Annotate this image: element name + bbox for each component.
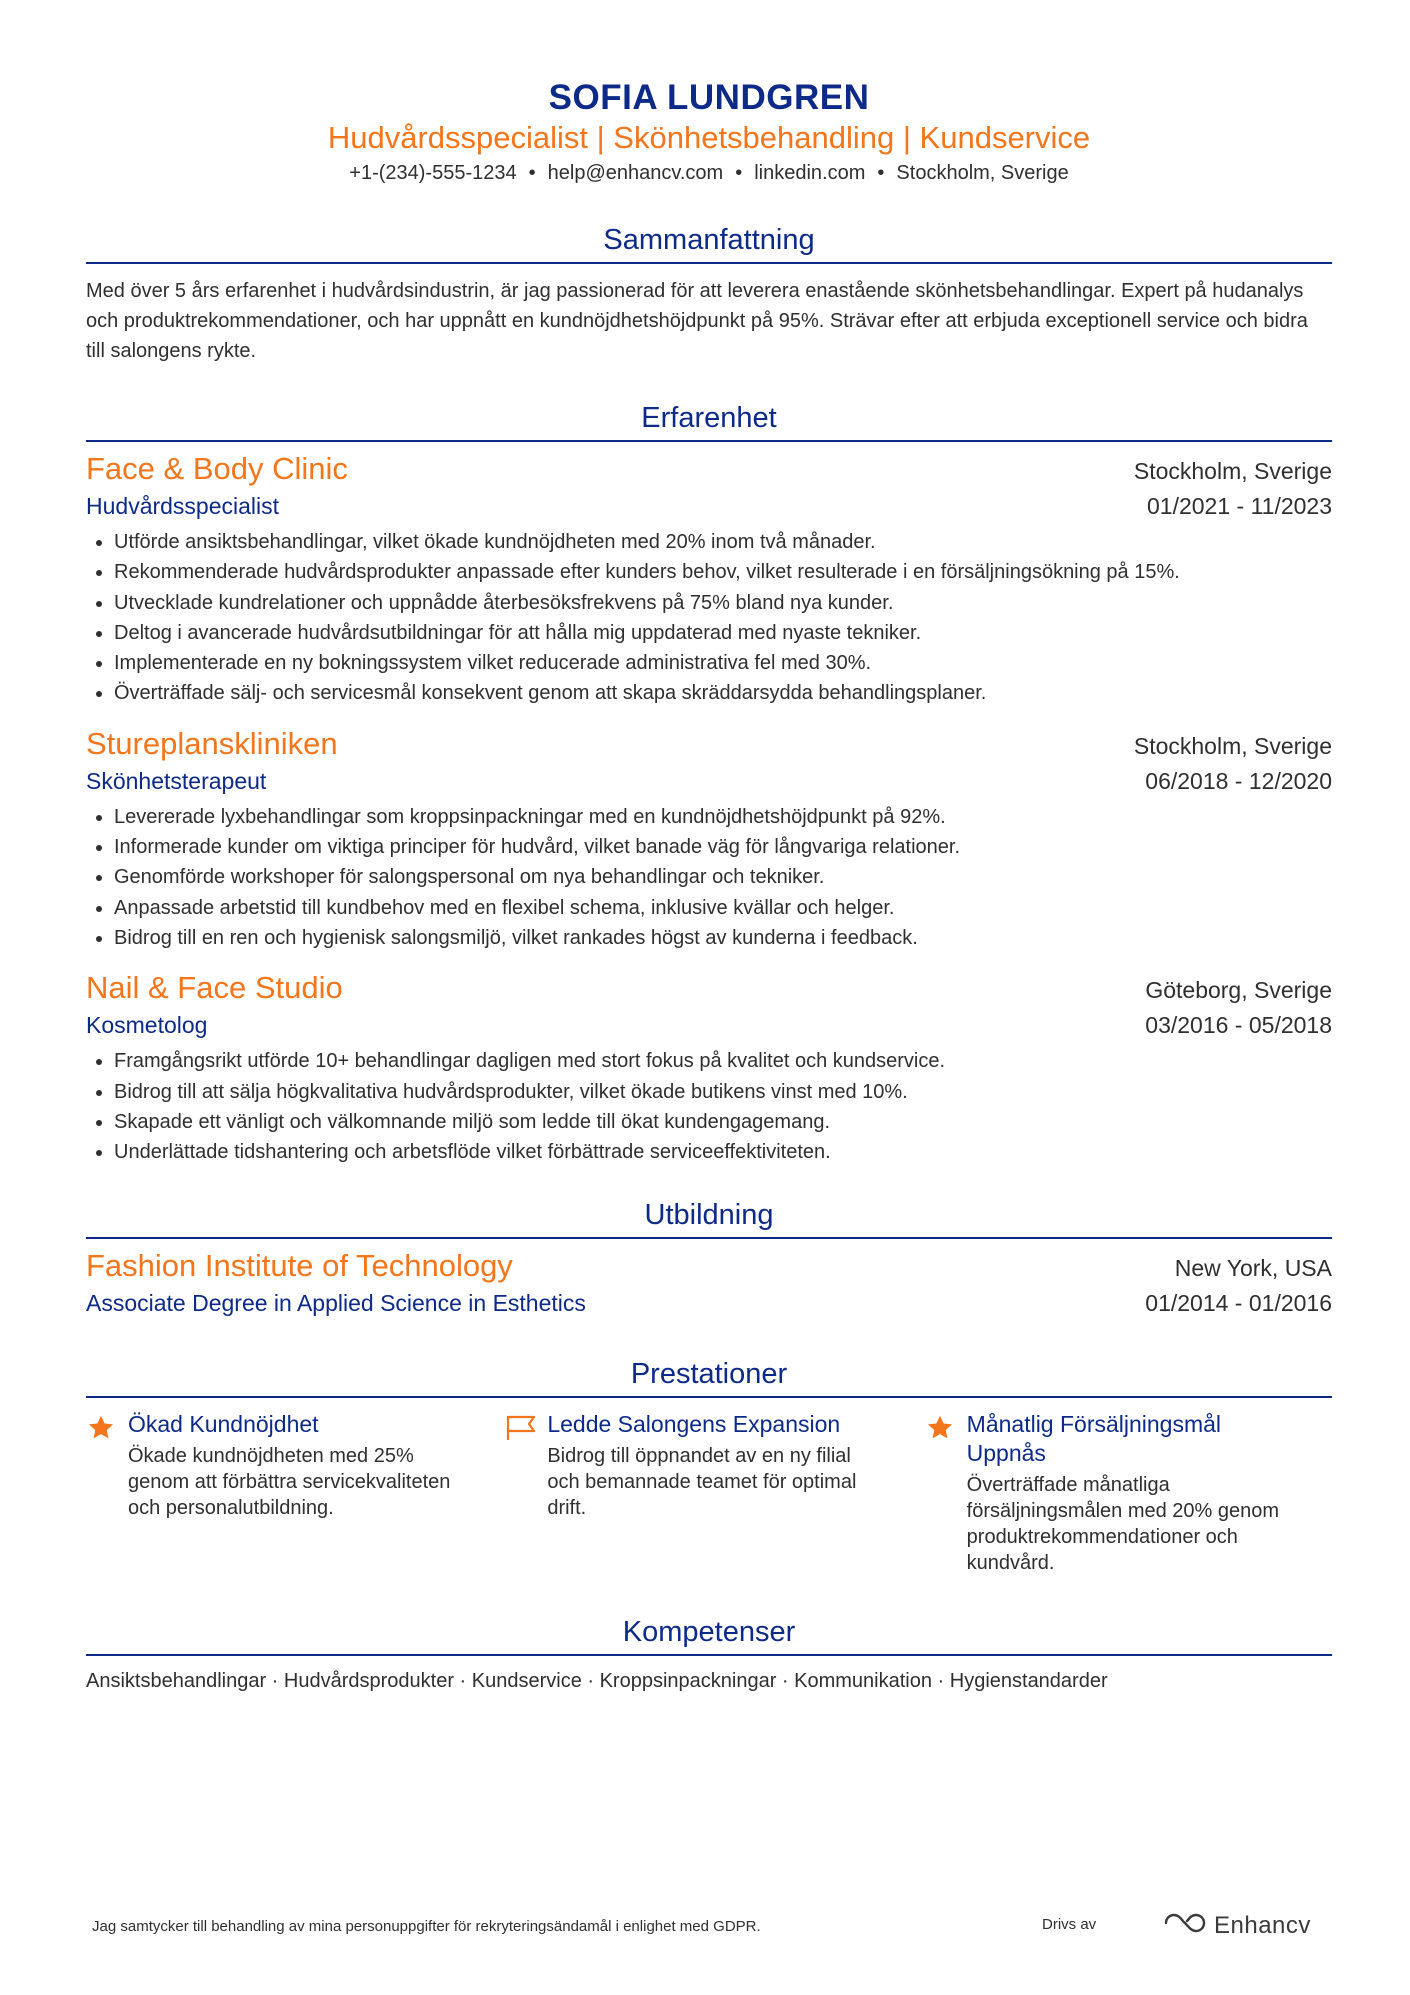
job-bullets: [86, 1046, 1332, 1167]
skills-heading: Kompetenser: [86, 1614, 1332, 1656]
job-role: Skönhetsterapeut: [86, 767, 267, 794]
job-company: Stureplanskliniken: [86, 725, 338, 761]
job-bullet: Bidrog till en ren och hygienisk salongsmiljö, vilket rankades högst av kunderna i feedback.: [114, 923, 1332, 953]
footer: [0, 1910, 1410, 1950]
experience-heading: Erfarenhet: [86, 400, 1332, 442]
flag-icon: [505, 1410, 547, 1576]
education-school: Fashion Institute of Technology: [86, 1248, 513, 1284]
achievement-desc: Bidrog till öppnandet av en ny filial och bemannade teamet för optimal drift.: [547, 1445, 857, 1520]
job-location: Stockholm, Sverige: [1133, 732, 1332, 759]
achievement-title: Ledde Salongens Expansion: [547, 1411, 841, 1438]
job-bullet: Rekommenderade hudvårdsprodukter anpassade efter kunders behov, vilket resulterade i en försäljningsökning på 15%.: [114, 557, 1332, 587]
achievement-desc: Överträffade månatliga försäljningsmålen med 20% genom produktrekommendationer och kundvård.: [966, 1474, 1280, 1575]
star-icon: [86, 1410, 128, 1576]
job-location: Stockholm, Sverige: [1133, 458, 1332, 484]
job-role: Hudvårdsspecialist: [86, 493, 280, 519]
achievement-item: [86, 1410, 493, 1576]
achievement-desc: Ökade kundnöjdheten med 25% genom att förbättra servicekvaliteten och personalutbildning.: [128, 1445, 451, 1520]
contact-line: +1-(234)-555-1234 • help@enhancv.com • linkedin.com • Stockholm, Sverige: [349, 162, 1069, 184]
job-company: Face & Body Clinic: [86, 451, 348, 486]
job-bullet: Skapade ett vänligt och välkomnande miljö som ledde till ökat kundengagemang.: [114, 1107, 1332, 1137]
education-section: [86, 1197, 1332, 1320]
job-bullet: Deltog i avancerade hudvårdsutbildningar för att hålla mig uppdaterad med nyaste tekniker.: [114, 618, 1332, 648]
job-bullet: Informerade kunder om viktiga principer för hudvård, vilket banade väg för långvariga relationer.: [114, 832, 1332, 862]
job-bullet: Levererade lyxbehandlingar som kroppsinpackningar med en kundnöjdhetshöjdpunkt på 92%.: [114, 802, 1332, 832]
job-bullet: Framgångsrikt utförde 10+ behandlingar dagligen med stort fokus på kvalitet och kundservice.: [114, 1046, 1332, 1076]
resume-page: [86, 0, 1332, 1696]
job-bullets: [86, 802, 1332, 953]
achievements-grid: [86, 1410, 1332, 1576]
job-bullet: Implementerade en ny bokningssystem vilket reducerade administrativa fel med 30%.: [114, 648, 1332, 678]
skills-section: [86, 1614, 1332, 1696]
job-company: Nail & Face Studio: [86, 970, 343, 1006]
enhancv-logo[interactable]: [1162, 1910, 1311, 1941]
candidate-name: SOFIA LUNDGREN: [548, 78, 870, 117]
job-bullet: Utförde ansiktsbehandlingar, vilket ökade kundnöjdheten med 20% inom två månader.: [114, 527, 1332, 557]
job-bullet: Bidrog till att sälja högkvalitativa hudvårdsprodukter, vilket ökade butikens vinst med 10%.: [114, 1077, 1332, 1107]
achievement-title: Månatlig Försäljningsmål Uppnås: [966, 1411, 1222, 1467]
achievements-section: [86, 1356, 1332, 1576]
education-entry: [86, 1247, 1332, 1320]
achievement-item: [505, 1410, 912, 1576]
experience-section: [86, 400, 1332, 1167]
infinity-logo-icon: [1162, 1910, 1208, 1941]
education-degree: Associate Degree in Applied Science in Esthetics: [86, 1290, 586, 1317]
gdpr-consent: Jag samtycker till behandling av mina personuppgifter för rekryteringsändamål i enlighet med GDPR.: [92, 1918, 761, 1935]
achievements-heading: Prestationer: [86, 1356, 1332, 1398]
job-bullet: Utvecklade kundrelationer och uppnådde återbesöksfrekvens på 75% bland nya kunder.: [114, 588, 1332, 618]
education-location: New York, USA: [1174, 1255, 1332, 1282]
contact-location: Stockholm, Sverige: [896, 162, 1069, 184]
star-icon: [925, 1410, 967, 1576]
contact-email: help@enhancv.com: [547, 162, 724, 184]
contact-linkedin: linkedin.com: [754, 162, 866, 184]
job-bullet: Underlättade tidshantering och arbetsflöde vilket förbättrade serviceeffektiviteten.: [114, 1137, 1332, 1167]
job-entry: [86, 450, 1332, 709]
job-dates: 03/2016 - 05/2018: [1145, 1012, 1332, 1039]
summary-text: Med över 5 års erfarenhet i hudvårdsindustrin, är jag passionerad för att leverera enastående skönhetsbehandlingar. Expert på hudanalys och produktrekommendationer, och har uppnått en kundnöjdhetshöjdpunkt på 95%. Strävar efter att erbjuda exceptionell service och bidra till salongens rykte.: [86, 280, 1308, 362]
job-bullet: Anpassade arbetstid till kundbehov med en flexibel schema, inklusive kvällar och helger.: [114, 893, 1332, 923]
job-bullets: [86, 527, 1332, 709]
candidate-title: Hudvårdsspecialist | Skönhetsbehandling | Kundservice: [327, 120, 1091, 155]
skills-list: Ansiktsbehandlingar · Hudvårdsprodukter · Kundservice · Kroppsinpackningar · Kommunikation · Hygienstandarder: [86, 1670, 1108, 1693]
summary-section: [86, 222, 1332, 366]
summary-heading: Sammanfattning: [86, 222, 1332, 264]
education-dates: 01/2014 - 01/2016: [1145, 1290, 1332, 1317]
job-role: Kosmetolog: [86, 1012, 208, 1039]
brand-name: Enhancv: [1214, 1911, 1311, 1939]
job-entry: [86, 969, 1332, 1167]
resume-header: [86, 0, 1332, 188]
achievement-title: Ökad Kundnöjdhet: [128, 1411, 319, 1438]
job-entry: [86, 725, 1332, 953]
job-location: Göteborg, Sverige: [1145, 977, 1332, 1004]
job-bullet: Genomförde workshoper för salongspersonal om nya behandlingar och tekniker.: [114, 862, 1332, 892]
contact-phone: +1-(234)-555-1234: [349, 162, 517, 184]
education-heading: Utbildning: [86, 1197, 1332, 1239]
achievement-item: [925, 1410, 1332, 1576]
job-dates: 01/2021 - 11/2023: [1146, 493, 1332, 519]
powered-by-label: Drivs av: [1042, 1916, 1097, 1933]
job-bullet: Överträffade sälj- och servicesmål konsekvent genom att skapa skräddarsydda behandlingsplaner.: [114, 678, 1332, 708]
job-dates: 06/2018 - 12/2020: [1145, 767, 1332, 794]
